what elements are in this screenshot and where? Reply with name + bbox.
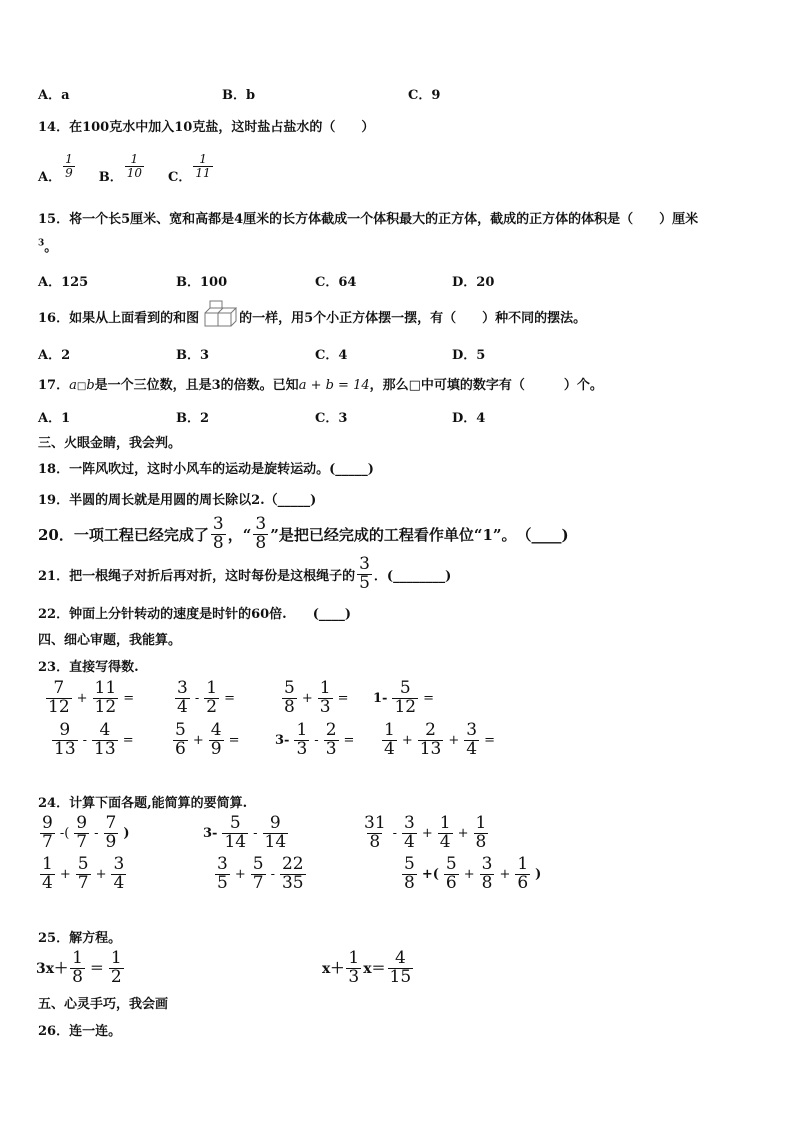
q23-row2-expr1: $\frac{9}{13}$ - $\frac{4}{13}$ = [54, 720, 134, 759]
q24-expr2: 3- $\frac{5}{14}$ - $\frac{9}{14}$ [203, 813, 287, 852]
q14-option-b: B． [98, 170, 123, 185]
q16-option-c: C．4 [315, 348, 348, 363]
q23-title: 23．直接写得数. [38, 660, 139, 675]
q13-option-c: C．9 [408, 88, 441, 103]
q23-row2-expr4: $\frac{1}{4}$ + $\frac{2}{13}$ + $\frac{3}{4}$ = [384, 720, 496, 759]
q17-option-d: D．4 [452, 411, 486, 426]
q14-option-a: A． [38, 170, 62, 185]
q15-question: 15．将一个长5厘米、宽和高都是4厘米的长方体截成一个体积最大的正方体，截成的正方体的体积是（ ）厘米 [38, 212, 699, 227]
cubes-figure-icon [201, 300, 237, 332]
q17-option-c: C．3 [315, 411, 348, 426]
q23-row2-expr2: $\frac{5}{6}$ + $\frac{4}{9}$ = [175, 720, 240, 759]
q24-title: 24．计算下面各题,能简算的要简算. [38, 796, 248, 811]
q26-title: 26．连一连。 [38, 1024, 122, 1039]
q24-expr4: $\frac{1}{4}$ + $\frac{5}{7}$ + $\frac{3}{4}$ [42, 854, 125, 893]
q15-option-d: D．20 [452, 275, 495, 290]
q19-statement: 19．半圆的周长就是用圆的周长除以2.（_____) [38, 493, 317, 508]
q23-row1-expr4: 1- $\frac{5}{12}$ = [373, 678, 434, 717]
q16-option-b: B．3 [176, 348, 210, 363]
q14-frac-c: $\frac{1}{11}$ [195, 152, 211, 180]
q25-equation2: x＋ $\frac{1}{3}$ x＝ $\frac{4}{15}$ [322, 948, 412, 987]
q15-option-c: C．64 [315, 275, 357, 290]
q17-option-b: B．2 [176, 411, 210, 426]
q14-frac-b: $\frac{1}{10}$ [126, 152, 143, 180]
q16-option-d: D．5 [452, 348, 486, 363]
q23-row2-expr3: 3- $\frac{1}{3}$ - $\frac{2}{3}$ = [275, 720, 355, 759]
q14-question: 14．在100克水中加入10克盐，这时盐占盐水的（ ） [38, 120, 375, 135]
q23-row1-expr1: $\frac{7}{12}$ + $\frac{11}{12}$ = [48, 678, 135, 717]
q25-equation1: 3x＋ $\frac{1}{8}$ ＝ $\frac{1}{2}$ [36, 948, 122, 987]
q14-options [38, 148, 215, 185]
q25-title: 25．解方程。 [38, 931, 122, 946]
q18-statement: 18．一阵风吹过，这时小风车的运动是旋转运动。(_____) [38, 462, 374, 477]
q24-expr6: $\frac{5}{8}$ +( $\frac{5}{6}$ + $\frac{3}{8}$ + $\frac{1}{6}$ ) [404, 854, 542, 893]
q17-question: 17．a□b是一个三位数，且是3的倍数。已知a + b = 14，那么□中可填的数字有（ ）个。 [38, 378, 603, 393]
section-3-heading: 三、火眼金睛，我会判。 [38, 436, 182, 451]
q24-expr1: $\frac{9}{7}$ -( $\frac{9}{7}$ - $\frac{7}{9}$ ) [42, 813, 130, 852]
q16-question: 16．如果从上面看到的和图 的一样，用5个小正方体摆一摆，有（ ）种不同的摆法。 [38, 300, 586, 332]
section-5-heading: 五、心灵手巧，我会画 [38, 997, 169, 1012]
q13-option-a: A．a [38, 88, 70, 103]
q21-statement: 21．把一根绳子对折后再对折，这时每份是这根绳子的 $\frac{3}{5}$ ．(________) [38, 554, 452, 593]
q24-expr5: $\frac{3}{5}$ + $\frac{5}{7}$ - $\frac{22}{35}$ [217, 854, 304, 893]
q17-option-a: A．1 [38, 411, 71, 426]
q22-statement: 22．钟面上分针转动的速度是时针的60倍. (____) [38, 607, 352, 622]
q13-option-b: B．b [222, 88, 256, 103]
q20-statement: 20．一项工程已经完成了 $\frac{3}{8}$ ，“ $\frac{3}{8}$ ”是把已经完成的工程看作单位“1”。 （____) [38, 514, 569, 553]
q15-unit-line: $^3$。 [38, 238, 58, 255]
q23-row1-expr2: $\frac{3}{4}$ - $\frac{1}{2}$ = [177, 678, 235, 717]
section-4-heading: 四、细心审题，我能算。 [38, 633, 182, 648]
q15-option-b: B．100 [176, 275, 228, 290]
q23-row1-expr3: $\frac{5}{8}$ + $\frac{1}{3}$ = [284, 678, 349, 717]
q16-option-a: A．2 [38, 348, 71, 363]
q14-option-c: C． [168, 170, 192, 185]
q15-option-a: A．125 [38, 275, 89, 290]
q14-frac-a: $\frac{1}{9}$ [65, 152, 73, 180]
q24-expr3: $\frac{31}{8}$ - $\frac{3}{4}$ + $\frac{1}{4}$ + $\frac{1}{8}$ [364, 813, 487, 852]
